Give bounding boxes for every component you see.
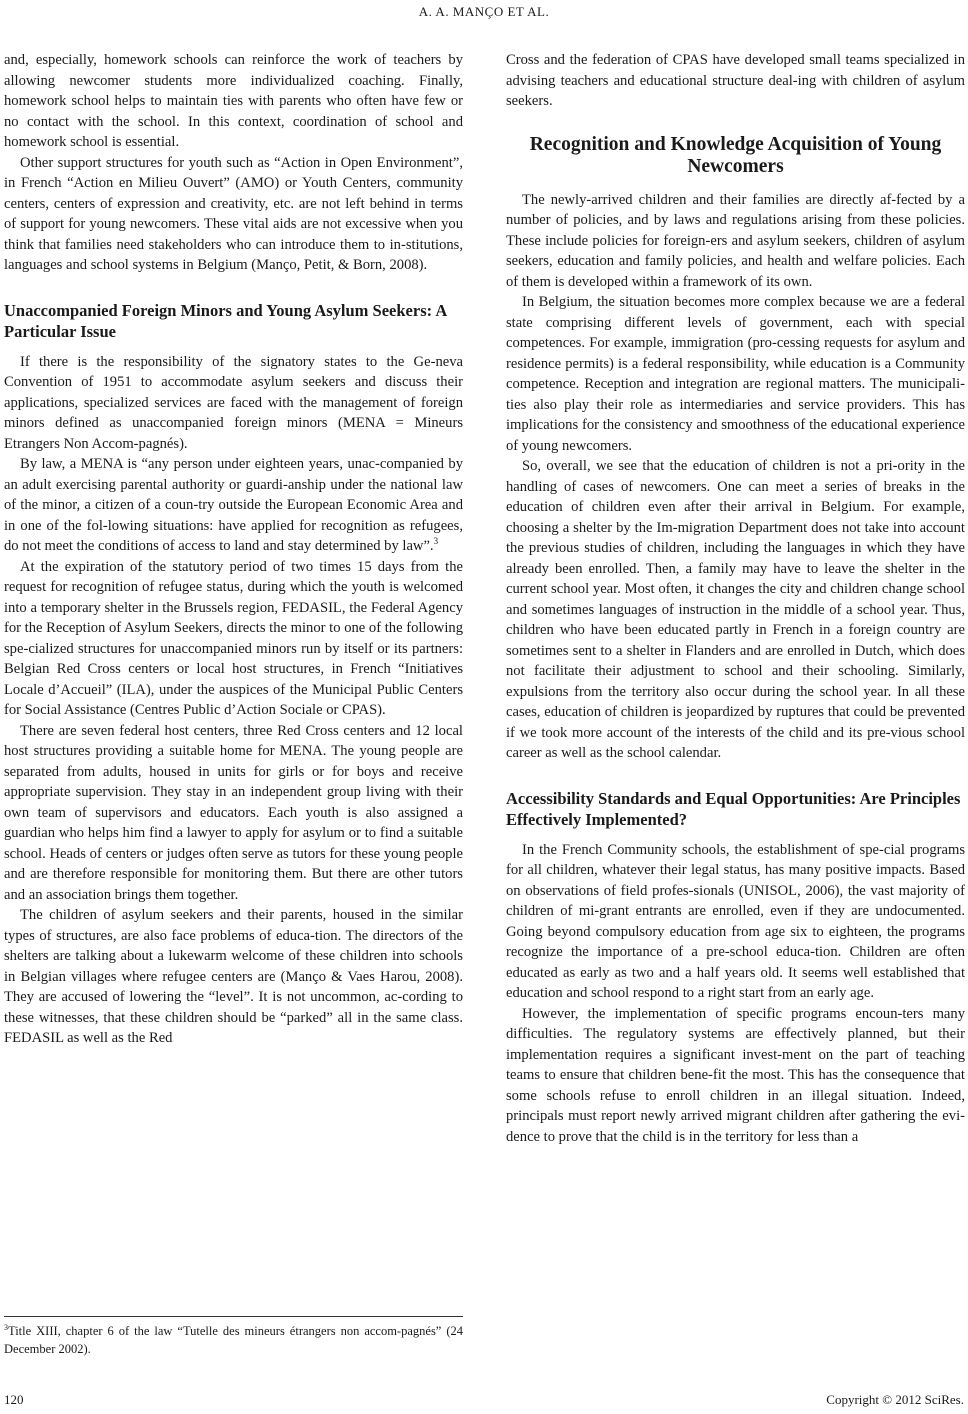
paragraph: At the expiration of the statutory period of two times 15 days from the request for recognition of refugee status, during which the youth is welcomed into a temporary shelter in the Brussels region, FEDASIL, the Federal Agency for the Reception of Asylum Seekers, directs the minor to one of the following spe-cialized structures for unaccompanied minors run by itself or its partners: Belgian Red Cross centers or local host structures, in French “Initiatives Locale d’Accueil” (ILA), under the auspices of the Municipal Public Centers for Social Assistance (Centres Public d’Action Sociale or CPAS).	[4, 558, 463, 718]
paragraph: Other support structures for youth such as “Action in Open Environment”, in French “Action en Milieu Ouvert” (AMO) or Youth Centers, community centers, centers of expression and creativity, etc. are not left behind in terms of support for young newcomers. These vital aids are not excessive when you think that families need stakeholders who can introduce them to in-stitutions, languages and school systems in Belgium (Manço, Petit, & Born, 2008).	[4, 154, 463, 273]
paragraph: In the French Community schools, the establishment of spe-cial programs for all children, whatever their legal status, has many positive impacts. Based on observations of field profes-sionals (UNISOL, 2006), the vast majority of children of mi-grant entrants are enrolled, even if they are undocumented. Going beyond compulsory education from age six to eighteen, the programs recognize the importance of a pre-school educa-tion. Children are often educated as early as two and a half years old. It seems well established that education and school respond to a right start from an early age.	[506, 841, 965, 1001]
paragraph: There are seven federal host centers, three Red Cross centers and 12 local host structures providing a suitable home for MENA. The young people are separated from adults, housed in units for girls or for boys and receive appropriate supervision. They stay in an independent group living with their own team of supervisors and educators. Each youth is also assigned a guardian who helps him find a lawyer to apply for asylum or to find a suitable school. Heads of centers or judges often serve as tutors for these young people and are therefore responsible for monitoring them. But there are other tutors and an association brings them together.	[4, 722, 463, 903]
running-head: A. A. MANÇO ET AL.	[418, 4, 550, 19]
paragraph: Cross and the federation of CPAS have developed small teams specialized in advising teachers and educational structure deal-ing with children of asylum seekers.	[506, 52, 965, 109]
footnote-text: Title XIII, chapter 6 of the law “Tutelle des mineurs étrangers non accom-pagnés” (24 December 2002).	[4, 1324, 463, 1356]
paragraph: So, overall, we see that the education of children is not a pri-ority in the handling of cases of newcomers. One can meet a series of breaks in the education of children even after their arrival in Belgium. For example, choosing a shelter by the Im-migration Department does not take into account the previous studies of children, including the languages in which they have already been enrolled. Then, a family may have to leave the shelter in the current school year. Most often, it changes the city and children change school and sometimes languages of instruction in the middle of a school year. Thus, children who have been educated partly in French in a foreign country are sometimes sent to a shelter in Flanders and are enrolled in Dutch, which does not facilitate their adjustment to school and their schooling. Similarly, expulsions from the territory also occur during the school year. In all these cases, education of children is jeopardized by ruptures that could be prevented if we took more account of the interests of the child and its pre-vious school career as well as the school calendar.	[506, 458, 965, 761]
paragraph: If there is the responsibility of the signatory states to the Ge-neva Convention of 1951 to accommodate asylum seekers and discuss their applications, specialized services are faced with the management of foreign minors defined as unaccompanied foreign minors (MENA = Mineurs Etrangers Non Accom-pagnés).	[4, 353, 463, 452]
section-heading: Recognition and Knowledge Acquisition of Young Newcomers	[529, 133, 942, 177]
copyright-notice: Copyright © 2012 SciRes.	[826, 1392, 964, 1407]
left-column	[4, 50, 463, 1049]
footnote-marker: 3	[433, 536, 439, 547]
paragraph: However, the implementation of specific programs encoun-ters many difficulties. The regulatory systems are effectively planned, but their implementation requires a significant invest-ment on the part of teaching teams to ensure that children bene-fit the most. This has the consequence that some schools refuse to enroll children in an illegal situation. Indeed, principals must report newly arrived migrant children after gathering the evi-dence to prove that the child is in the territory for less than a	[506, 1005, 965, 1145]
section-heading: Unaccompanied Foreign Minors and Young Asylum Seekers: A Particular Issue	[4, 300, 447, 341]
footnote	[4, 1322, 463, 1358]
paragraph: and, especially, homework schools can reinforce the work of teachers by allowing newcomer students more individualized coaching. Finally, homework school helps to maintain ties with parents who often have few or no contact with the school. In this context, coordination of school and homework school is essential.	[4, 52, 463, 150]
right-column	[506, 50, 965, 1147]
paragraph-text: By law, a MENA is “any person under eighteen years, unac-companied by an adult exercising parental authority or guardi-anship under the national law of the minor, a citizen of a coun-try outside the European Economic Area and in one of the fol-lowing situations: have applied for recognition as refugees, do not meet the conditions of access to land and stay determined by law”.	[4, 456, 463, 554]
paragraph: The newly-arrived children and their families are directly af-fected by a number of policies, and by laws and regulations arising from these policies. These include policies for foreign-ers and asylum seekers, children of asylum seekers, education and family policies, and health and welfare policies. Each of them is developed within a framework of its own.	[506, 191, 965, 290]
page-number: 120	[4, 1392, 24, 1407]
footnote-marker: 3	[4, 1322, 8, 1332]
section-heading: Accessibility Standards and Equal Opportunities: Are Principles Effectively Implemented?	[506, 788, 961, 829]
paragraph	[4, 454, 463, 557]
paragraph: In Belgium, the situation becomes more complex because we are a federal state comprising different levels of government, each with special competences. For example, immigration (pro-cessing requests for asylum and residence permits) is a federal responsibility, while education is a Community competence. Reception and integration are regional matters. The municipali-ties also play their role as intermediaries and service providers. This has implications for the consistency and smoothness of the educational experience of young newcomers.	[506, 294, 965, 454]
footnote-divider	[4, 1316, 463, 1317]
paragraph: The children of asylum seekers and their parents, housed in the similar types of structures, are also face problems of educa-tion. The directors of the shelters are talking about a lukewarm welcome of these children into schools in Belgian villages where refugee centers are (Manço & Vaes Harou, 2008). They are accused of lowering the “level”. It is not uncommon, ac-cording to these witnesses, that these children should be “parked” all in the same class. FEDASIL as well as the Red	[4, 907, 463, 1046]
